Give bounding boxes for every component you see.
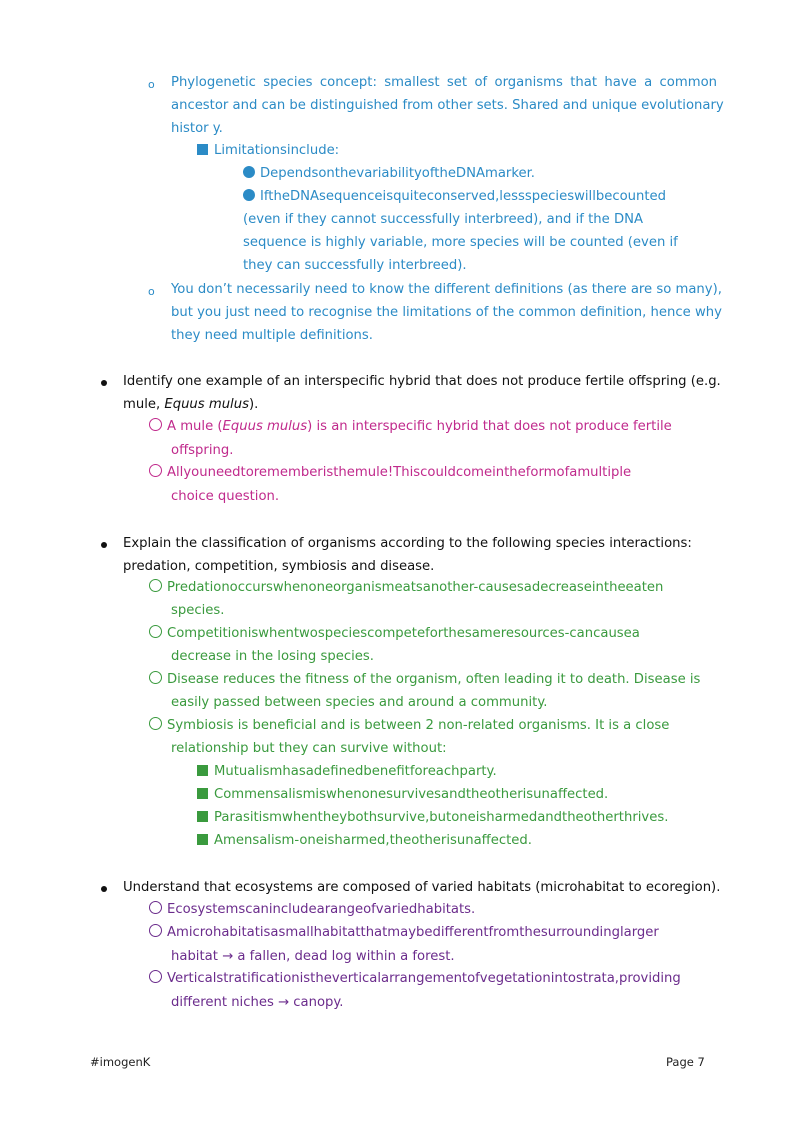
- heading-line: Identify one example of an interspecific hybrid that does not produce fertile offspring (e.g.: [123, 374, 721, 389]
- text: Verticalstratificationistheverticalarrangementofvegetationintostrata,providing: [167, 971, 681, 986]
- text: Mutualismhasadefinedbenefitforeachparty.: [214, 764, 497, 779]
- text-line: choice question.: [171, 489, 280, 504]
- text: Allyouneedtorememberisthemule!Thiscouldcomeintheformofamultiple: [167, 465, 632, 480]
- bullet-icon: [101, 542, 107, 548]
- bullet-icon: [101, 886, 107, 892]
- text-line: (even if they cannot successfully interbreed), and if the DNA: [243, 212, 643, 227]
- list-item: [149, 625, 640, 643]
- hollow-circle-bullet-icon: [149, 717, 162, 730]
- text: Competitioniswhentwospeciescompeteforthesameresources-cancausea: [167, 626, 640, 641]
- text: Parasitismwhentheybothsurvive,butoneisharmedandtheotherthrives.: [214, 810, 669, 825]
- list-item: [197, 142, 339, 160]
- italic-text: Equus mulus: [164, 397, 249, 412]
- list-item: [149, 717, 669, 735]
- text: Commensalismiswhenonesurvivesandtheotherisunaffected.: [214, 787, 609, 802]
- text-line: they need multiple definitions.: [171, 328, 373, 343]
- square-bullet-icon: [197, 144, 208, 155]
- text-line: they can successfully interbreed).: [243, 258, 467, 273]
- text-line: offspring.: [171, 443, 234, 458]
- text: ).: [248, 397, 259, 412]
- list-item: [197, 786, 608, 804]
- text: Ecosystemscanincludearangeofvariedhabitats.: [167, 902, 476, 917]
- hollow-circle-bullet-icon: [149, 924, 162, 937]
- list-item: [243, 188, 666, 206]
- square-bullet-icon: [197, 834, 208, 845]
- italic-text: Equus mulus: [222, 419, 308, 434]
- hollow-circle-bullet-icon: [149, 625, 162, 638]
- text-line: sequence is highly variable, more species will be counted (even if: [243, 235, 678, 250]
- text-line: species.: [171, 603, 225, 618]
- text-line: histor y.: [171, 121, 223, 136]
- text: ) is an interspecific hybrid that does not produce fertile: [307, 419, 672, 434]
- text-line: relationship but they can survive without:: [171, 741, 447, 756]
- list-item: [149, 418, 672, 436]
- text-line: but you just need to recognise the limitations of the common definition, hence why: [171, 305, 722, 320]
- text-line: different niches → canopy.: [171, 995, 344, 1010]
- text-line: You don’t necessarily need to know the different definitions (as there are so many),: [171, 282, 722, 297]
- footer-tag: #imogenK: [90, 1055, 151, 1069]
- heading-line: predation, competition, symbiosis and disease.: [123, 559, 435, 574]
- text: DependsonthevariabilityoftheDNAmarker.: [260, 166, 536, 181]
- text: Amensalism-oneisharmed,theotherisunaffected.: [214, 833, 532, 848]
- heading-line: [123, 396, 258, 414]
- text-line: habitat → a fallen, dead log within a forest.: [171, 949, 455, 964]
- text-line: ancestor and can be distinguished from other sets. Shared and unique evolutionary: [171, 98, 724, 113]
- page-number: Page 7: [666, 1055, 705, 1069]
- text: A mule (: [167, 419, 223, 434]
- hollow-bullet-icon: o: [148, 78, 155, 91]
- hollow-bullet-icon: o: [148, 285, 155, 298]
- hollow-circle-bullet-icon: [149, 579, 162, 592]
- list-item: [197, 763, 497, 781]
- text: Limitationsinclude:: [214, 143, 340, 158]
- heading-line: Explain the classification of organisms according to the following species interactions:: [123, 536, 692, 551]
- square-bullet-icon: [197, 765, 208, 776]
- list-item: [149, 901, 475, 919]
- text: IftheDNAsequenceisquiteconserved,lessspecieswillbecounted: [260, 189, 667, 204]
- hollow-circle-bullet-icon: [149, 901, 162, 914]
- list-item: [197, 809, 668, 827]
- text-line: decrease in the losing species.: [171, 649, 374, 664]
- hollow-circle-bullet-icon: [149, 970, 162, 983]
- text-line: easily passed between species and around a community.: [171, 695, 548, 710]
- list-item: [149, 671, 700, 689]
- filled-circle-bullet-icon: [243, 189, 255, 201]
- text: Symbiosis is beneficial and is between 2 non-related organisms. It is a close: [167, 718, 670, 733]
- heading-line: Understand that ecosystems are composed of varied habitats (microhabitat to ecoregion).: [123, 880, 721, 895]
- list-item: [243, 165, 535, 183]
- text-line: Phylogenetic species concept: smallest set of organisms that have a common: [171, 75, 717, 90]
- list-item: [197, 832, 532, 850]
- text: Amicrohabitatisasmallhabitatthatmaybedifferentfromthesurroundinglarger: [167, 925, 659, 940]
- text: Disease reduces the fitness of the organism, often leading it to death. Disease is: [167, 672, 701, 687]
- list-item: [149, 464, 631, 482]
- square-bullet-icon: [197, 811, 208, 822]
- filled-circle-bullet-icon: [243, 166, 255, 178]
- hollow-circle-bullet-icon: [149, 671, 162, 684]
- hollow-circle-bullet-icon: [149, 464, 162, 477]
- hollow-circle-bullet-icon: [149, 418, 162, 431]
- list-item: [149, 970, 681, 988]
- text: Predationoccurswhenoneorganismeatsanother-causesadecreaseintheeaten: [167, 580, 664, 595]
- square-bullet-icon: [197, 788, 208, 799]
- list-item: [149, 924, 659, 942]
- text: mule,: [123, 397, 165, 412]
- list-item: [149, 579, 663, 597]
- bullet-icon: [101, 380, 107, 386]
